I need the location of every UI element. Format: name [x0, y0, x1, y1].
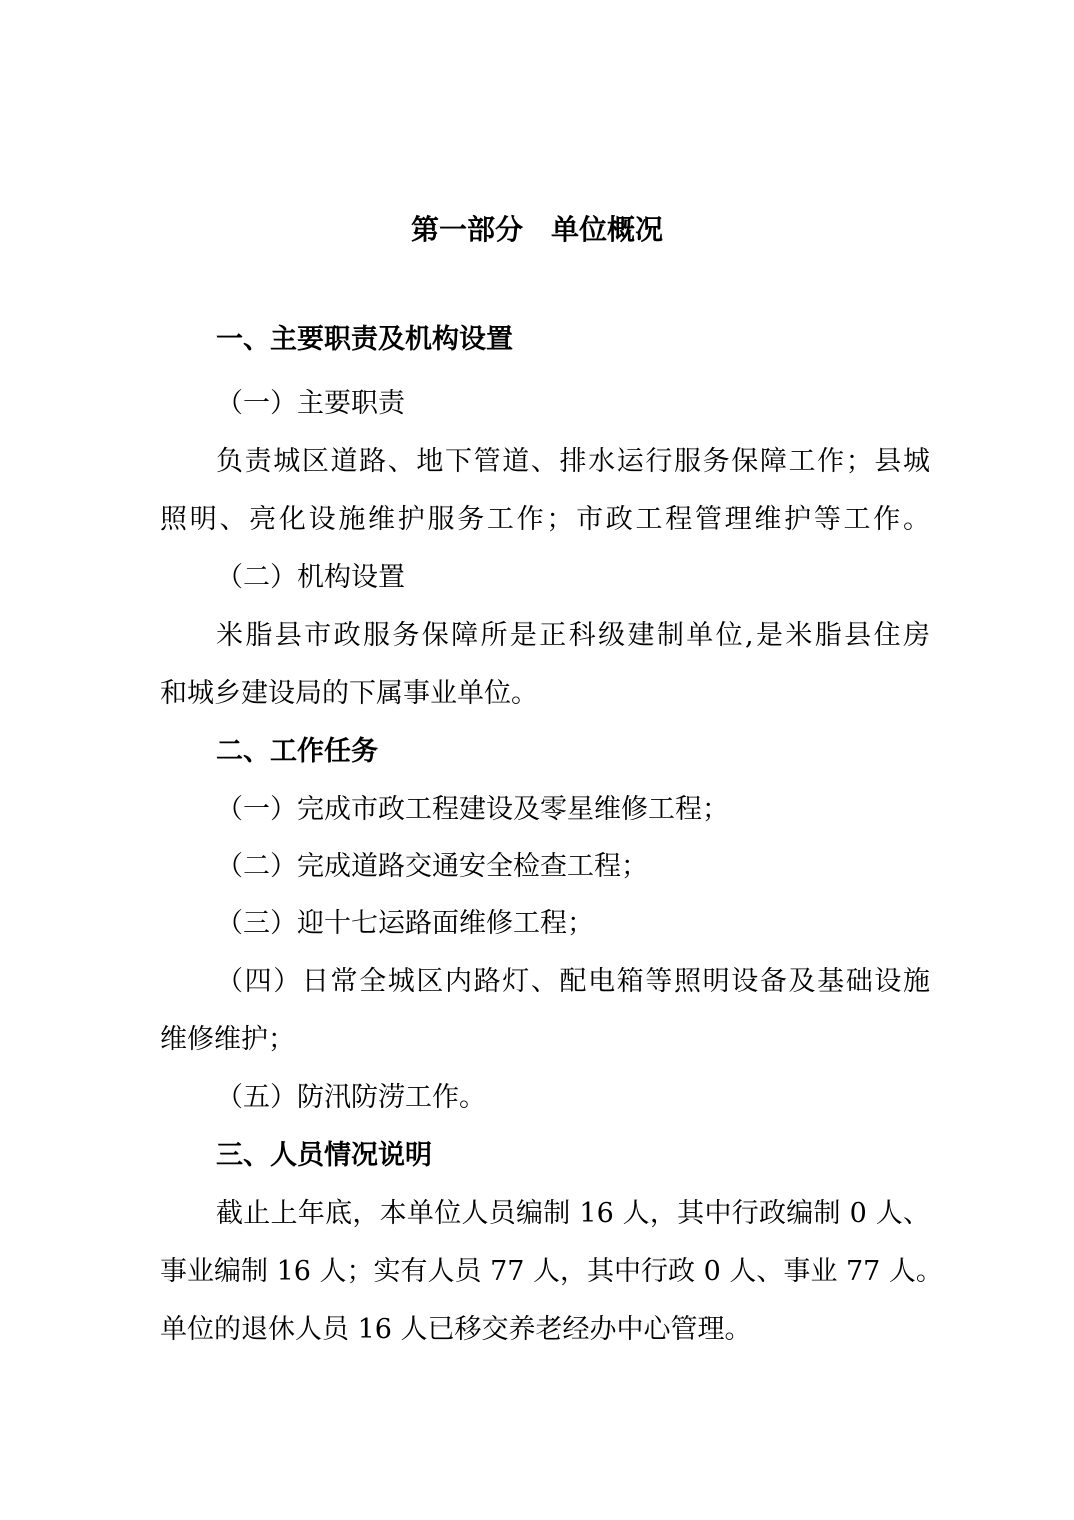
task-item-4-line-1: （四）日常全城区内路灯、配电箱等照明设备及基础设施 [216, 966, 930, 997]
staff-text-line-2: 事业编制 16 人；实有人员 77 人，其中行政 0 人、事业 77 人。 [160, 1256, 943, 1287]
duties-text-line-2: 照明、亮化设施维护服务工作；市政工程管理维护等工作。 [160, 504, 930, 535]
task-item-3: （三）迎十七运路面维修工程； [216, 908, 594, 939]
subsection-organization-heading: （二）机构设置 [216, 562, 405, 593]
subsection-duties-heading: （一）主要职责 [216, 388, 405, 419]
task-item-5: （五）防汛防涝工作。 [216, 1082, 486, 1113]
staff-text-line-3: 单位的退休人员 16 人已移交养老经办中心管理。 [160, 1314, 752, 1345]
page-title: 第一部分 单位概况 [410, 213, 663, 246]
task-item-1: （一）完成市政工程建设及零星维修工程； [216, 794, 729, 825]
staff-text-line-1: 截止上年底，本单位人员编制 16 人，其中行政编制 0 人、 [216, 1198, 930, 1229]
section-3-heading: 三、人员情况说明 [216, 1140, 432, 1171]
section-1-heading: 一、主要职责及机构设置 [216, 324, 513, 355]
organization-text-line-2: 和城乡建设局的下属事业单位。 [160, 678, 538, 709]
task-item-4-line-2: 维修维护； [160, 1024, 295, 1055]
organization-text-line-1: 米脂县市政服务保障所是正科级建制单位,是米脂县住房 [216, 620, 930, 651]
section-2-heading: 二、工作任务 [216, 736, 378, 767]
task-item-2: （二）完成道路交通安全检查工程； [216, 851, 648, 882]
duties-text-line-1: 负责城区道路、地下管道、排水运行服务保障工作；县城 [216, 446, 930, 477]
